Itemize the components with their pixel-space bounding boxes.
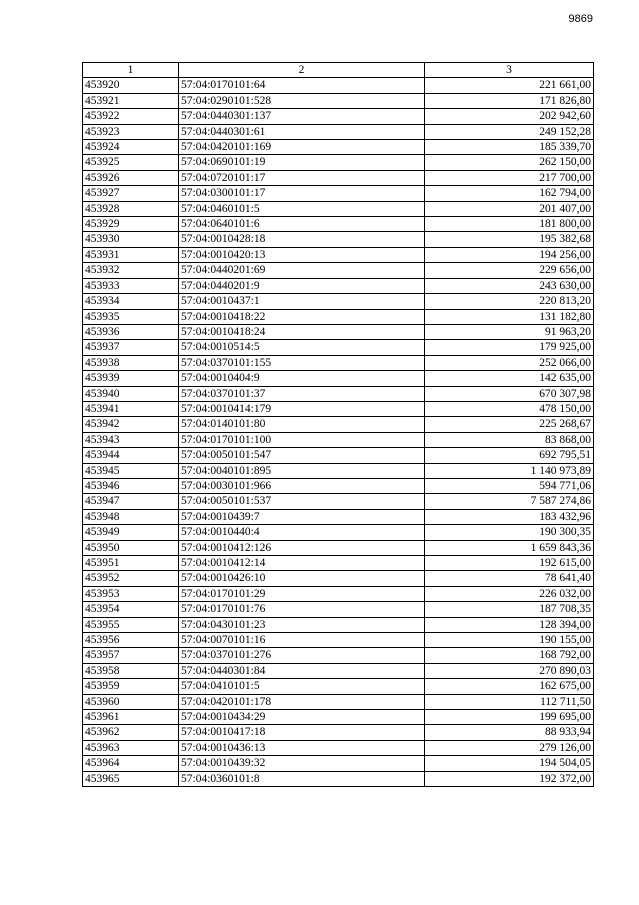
table-row	[83, 278, 594, 293]
table-row	[83, 586, 594, 601]
cadastral-value-cell: 183 432,96	[425, 509, 594, 524]
cadastral-number-cell: 57:04:0290101:528	[179, 93, 425, 108]
cadastral-value-cell: 252 066,00	[425, 355, 594, 370]
table-row	[83, 756, 594, 771]
table-row	[83, 478, 594, 493]
cadastral-value-cell: 179 925,00	[425, 340, 594, 355]
row-number-cell: 453965	[83, 771, 179, 786]
cadastral-number-cell: 57:04:0010439:7	[179, 509, 425, 524]
cadastral-value-cell: 78 641,40	[425, 571, 594, 586]
row-number-cell: 453933	[83, 278, 179, 293]
cadastral-value-cell: 112 711,50	[425, 694, 594, 709]
cadastral-number-cell: 57:04:0370101:155	[179, 355, 425, 370]
cadastral-number-cell: 57:04:0010414:179	[179, 401, 425, 416]
row-number-cell: 453946	[83, 478, 179, 493]
row-number-cell: 453920	[83, 78, 179, 93]
table-row	[83, 633, 594, 648]
row-number-cell: 453924	[83, 140, 179, 155]
cadastral-number-cell: 57:04:0010436:13	[179, 740, 425, 755]
table-row	[83, 617, 594, 632]
row-number-cell: 453961	[83, 710, 179, 725]
cadastral-value-cell: 142 635,00	[425, 371, 594, 386]
cadastral-number-cell: 57:04:0010412:14	[179, 556, 425, 571]
table-row	[83, 93, 594, 108]
cadastral-number-cell: 57:04:0440201:69	[179, 263, 425, 278]
row-number-cell: 453922	[83, 109, 179, 124]
cadastral-number-cell: 57:04:0460101:5	[179, 201, 425, 216]
cadastral-value-cell: 162 794,00	[425, 186, 594, 201]
cadastral-value-cell: 220 813,20	[425, 294, 594, 309]
row-number-cell: 453947	[83, 494, 179, 509]
cadastral-number-cell: 57:04:0010434:29	[179, 710, 425, 725]
cadastral-value-cell: 221 661,00	[425, 78, 594, 93]
cadastral-number-cell: 57:04:0010440:4	[179, 525, 425, 540]
row-number-cell: 453925	[83, 155, 179, 170]
row-number-cell: 453926	[83, 170, 179, 185]
cadastral-number-cell: 57:04:0030101:966	[179, 478, 425, 493]
row-number-cell: 453936	[83, 324, 179, 339]
row-number-cell: 453960	[83, 694, 179, 709]
cadastral-value-cell: 190 300,35	[425, 525, 594, 540]
table-row	[83, 140, 594, 155]
table-row	[83, 324, 594, 339]
cadastral-number-cell: 57:04:0010428:18	[179, 232, 425, 247]
table-row	[83, 340, 594, 355]
cadastral-number-cell: 57:04:0720101:17	[179, 170, 425, 185]
cadastral-value-cell: 202 942,60	[425, 109, 594, 124]
page-number: 9869	[568, 13, 593, 25]
table-row	[83, 771, 594, 786]
cadastral-number-cell: 57:04:0440301:61	[179, 124, 425, 139]
cadastral-value-cell: 131 182,80	[425, 309, 594, 324]
table-row	[83, 525, 594, 540]
row-number-cell: 453943	[83, 432, 179, 447]
cadastral-number-cell: 57:04:0140101:80	[179, 417, 425, 432]
cadastral-number-cell: 57:04:0170101:64	[179, 78, 425, 93]
row-number-cell: 453948	[83, 509, 179, 524]
table-row	[83, 556, 594, 571]
table-row	[83, 710, 594, 725]
cadastral-value-cell: 168 792,00	[425, 648, 594, 663]
cadastral-value-cell: 1 140 973,89	[425, 463, 594, 478]
row-number-cell: 453944	[83, 448, 179, 463]
row-number-cell: 453954	[83, 602, 179, 617]
row-number-cell: 453921	[83, 93, 179, 108]
table-row	[83, 494, 594, 509]
cadastral-value-cell: 199 695,00	[425, 710, 594, 725]
table-row	[83, 201, 594, 216]
row-number-cell: 453941	[83, 401, 179, 416]
row-number-cell: 453927	[83, 186, 179, 201]
row-number-cell: 453950	[83, 540, 179, 555]
cadastral-number-cell: 57:04:0170101:29	[179, 586, 425, 601]
cadastral-number-cell: 57:04:0440301:84	[179, 663, 425, 678]
cadastral-number-cell: 57:04:0410101:5	[179, 679, 425, 694]
table-row	[83, 417, 594, 432]
cadastral-number-cell: 57:04:0010514:5	[179, 340, 425, 355]
table-row	[83, 186, 594, 201]
cadastral-value-cell: 181 800,00	[425, 217, 594, 232]
cadastral-value-cell: 262 150,00	[425, 155, 594, 170]
table-header	[83, 63, 594, 78]
cadastral-number-cell: 57:04:0440201:9	[179, 278, 425, 293]
row-number-cell: 453959	[83, 679, 179, 694]
table-body	[83, 78, 594, 787]
cadastral-number-cell: 57:04:0360101:8	[179, 771, 425, 786]
cadastral-number-cell: 57:04:0300101:17	[179, 186, 425, 201]
table-row	[83, 463, 594, 478]
cadastral-value-cell: 91 963,20	[425, 324, 594, 339]
cadastral-number-cell: 57:04:0440301:137	[179, 109, 425, 124]
row-number-cell: 453958	[83, 663, 179, 678]
cadastral-number-cell: 57:04:0010426:10	[179, 571, 425, 586]
table-row	[83, 124, 594, 139]
cadastral-number-cell: 57:04:0690101:19	[179, 155, 425, 170]
table-row	[83, 540, 594, 555]
row-number-cell: 453956	[83, 633, 179, 648]
cadastral-value-cell: 225 268,67	[425, 417, 594, 432]
row-number-cell: 453964	[83, 756, 179, 771]
cadastral-value-cell: 229 656,00	[425, 263, 594, 278]
table-row	[83, 725, 594, 740]
cadastral-number-cell: 57:04:0640101:6	[179, 217, 425, 232]
cadastral-value-cell: 270 890,03	[425, 663, 594, 678]
cadastral-number-cell: 57:04:0050101:547	[179, 448, 425, 463]
cadastral-value-cell: 249 152,28	[425, 124, 594, 139]
row-number-cell: 453963	[83, 740, 179, 755]
table-row	[83, 232, 594, 247]
cadastral-value-cell: 171 826,80	[425, 93, 594, 108]
row-number-cell: 453923	[83, 124, 179, 139]
table-row	[83, 309, 594, 324]
table-row	[83, 78, 594, 93]
table-row	[83, 247, 594, 262]
cadastral-number-cell: 57:04:0010418:24	[179, 324, 425, 339]
cadastral-number-cell: 57:04:0010439:32	[179, 756, 425, 771]
cadastral-value-cell: 279 126,00	[425, 740, 594, 755]
table-row	[83, 401, 594, 416]
row-number-cell: 453929	[83, 217, 179, 232]
table-row	[83, 448, 594, 463]
cadastral-number-cell: 57:04:0010420:13	[179, 247, 425, 262]
row-number-cell: 453938	[83, 355, 179, 370]
cadastral-number-cell: 57:04:0170101:76	[179, 602, 425, 617]
row-number-cell: 453945	[83, 463, 179, 478]
cadastral-value-table	[82, 62, 594, 787]
row-number-cell: 453952	[83, 571, 179, 586]
table-row	[83, 170, 594, 185]
cadastral-number-cell: 57:04:0070101:16	[179, 633, 425, 648]
table-row	[83, 648, 594, 663]
column-header-2: 2	[179, 63, 425, 78]
cadastral-number-cell: 57:04:0170101:100	[179, 432, 425, 447]
cadastral-number-cell: 57:04:0050101:537	[179, 494, 425, 509]
row-number-cell: 453955	[83, 617, 179, 632]
row-number-cell: 453957	[83, 648, 179, 663]
table-row	[83, 740, 594, 755]
cadastral-value-cell: 692 795,51	[425, 448, 594, 463]
cadastral-number-cell: 57:04:0040101:895	[179, 463, 425, 478]
row-number-cell: 453942	[83, 417, 179, 432]
cadastral-number-cell: 57:04:0010404:9	[179, 371, 425, 386]
cadastral-number-cell: 57:04:0370101:37	[179, 386, 425, 401]
table-row	[83, 386, 594, 401]
cadastral-value-cell: 194 256,00	[425, 247, 594, 262]
cadastral-value-cell: 195 382,68	[425, 232, 594, 247]
cadastral-value-cell: 162 675,00	[425, 679, 594, 694]
column-header-1: 1	[83, 63, 179, 78]
cadastral-value-cell: 190 155,00	[425, 633, 594, 648]
cadastral-value-cell: 88 933,94	[425, 725, 594, 740]
cadastral-value-cell: 194 504,05	[425, 756, 594, 771]
table-header-row	[83, 63, 594, 78]
table-row	[83, 602, 594, 617]
row-number-cell: 453940	[83, 386, 179, 401]
cadastral-value-cell: 128 394,00	[425, 617, 594, 632]
table-row	[83, 217, 594, 232]
cadastral-value-cell: 83 868,00	[425, 432, 594, 447]
cadastral-number-cell: 57:04:0420101:169	[179, 140, 425, 155]
table-row	[83, 109, 594, 124]
cadastral-number-cell: 57:04:0420101:178	[179, 694, 425, 709]
table-row	[83, 294, 594, 309]
table-row	[83, 663, 594, 678]
table-row	[83, 509, 594, 524]
row-number-cell: 453935	[83, 309, 179, 324]
row-number-cell: 453953	[83, 586, 179, 601]
cadastral-value-cell: 185 339,70	[425, 140, 594, 155]
cadastral-value-cell: 187 708,35	[425, 602, 594, 617]
cadastral-number-cell: 57:04:0010412:126	[179, 540, 425, 555]
cadastral-value-cell: 7 587 274,86	[425, 494, 594, 509]
cadastral-number-cell: 57:04:0370101:276	[179, 648, 425, 663]
row-number-cell: 453932	[83, 263, 179, 278]
table-row	[83, 571, 594, 586]
row-number-cell: 453934	[83, 294, 179, 309]
table-row	[83, 371, 594, 386]
table-row	[83, 694, 594, 709]
row-number-cell: 453928	[83, 201, 179, 216]
table-row	[83, 432, 594, 447]
table-row	[83, 263, 594, 278]
cadastral-value-cell: 192 615,00	[425, 556, 594, 571]
row-number-cell: 453939	[83, 371, 179, 386]
column-header-3: 3	[425, 63, 594, 78]
cadastral-number-cell: 57:04:0430101:23	[179, 617, 425, 632]
cadastral-value-cell: 226 032,00	[425, 586, 594, 601]
row-number-cell: 453937	[83, 340, 179, 355]
table-row	[83, 679, 594, 694]
row-number-cell: 453931	[83, 247, 179, 262]
row-number-cell: 453962	[83, 725, 179, 740]
cadastral-value-cell: 217 700,00	[425, 170, 594, 185]
table-row	[83, 355, 594, 370]
row-number-cell: 453951	[83, 556, 179, 571]
row-number-cell: 453949	[83, 525, 179, 540]
cadastral-value-cell: 478 150,00	[425, 401, 594, 416]
cadastral-value-cell: 594 771,06	[425, 478, 594, 493]
cadastral-value-cell: 670 307,98	[425, 386, 594, 401]
cadastral-value-cell: 243 630,00	[425, 278, 594, 293]
cadastral-value-cell: 192 372,00	[425, 771, 594, 786]
cadastral-number-cell: 57:04:0010418:22	[179, 309, 425, 324]
cadastral-number-cell: 57:04:0010437:1	[179, 294, 425, 309]
cadastral-value-cell: 201 407,00	[425, 201, 594, 216]
cadastral-number-cell: 57:04:0010417:18	[179, 725, 425, 740]
row-number-cell: 453930	[83, 232, 179, 247]
table-row	[83, 155, 594, 170]
cadastral-value-cell: 1 659 843,36	[425, 540, 594, 555]
